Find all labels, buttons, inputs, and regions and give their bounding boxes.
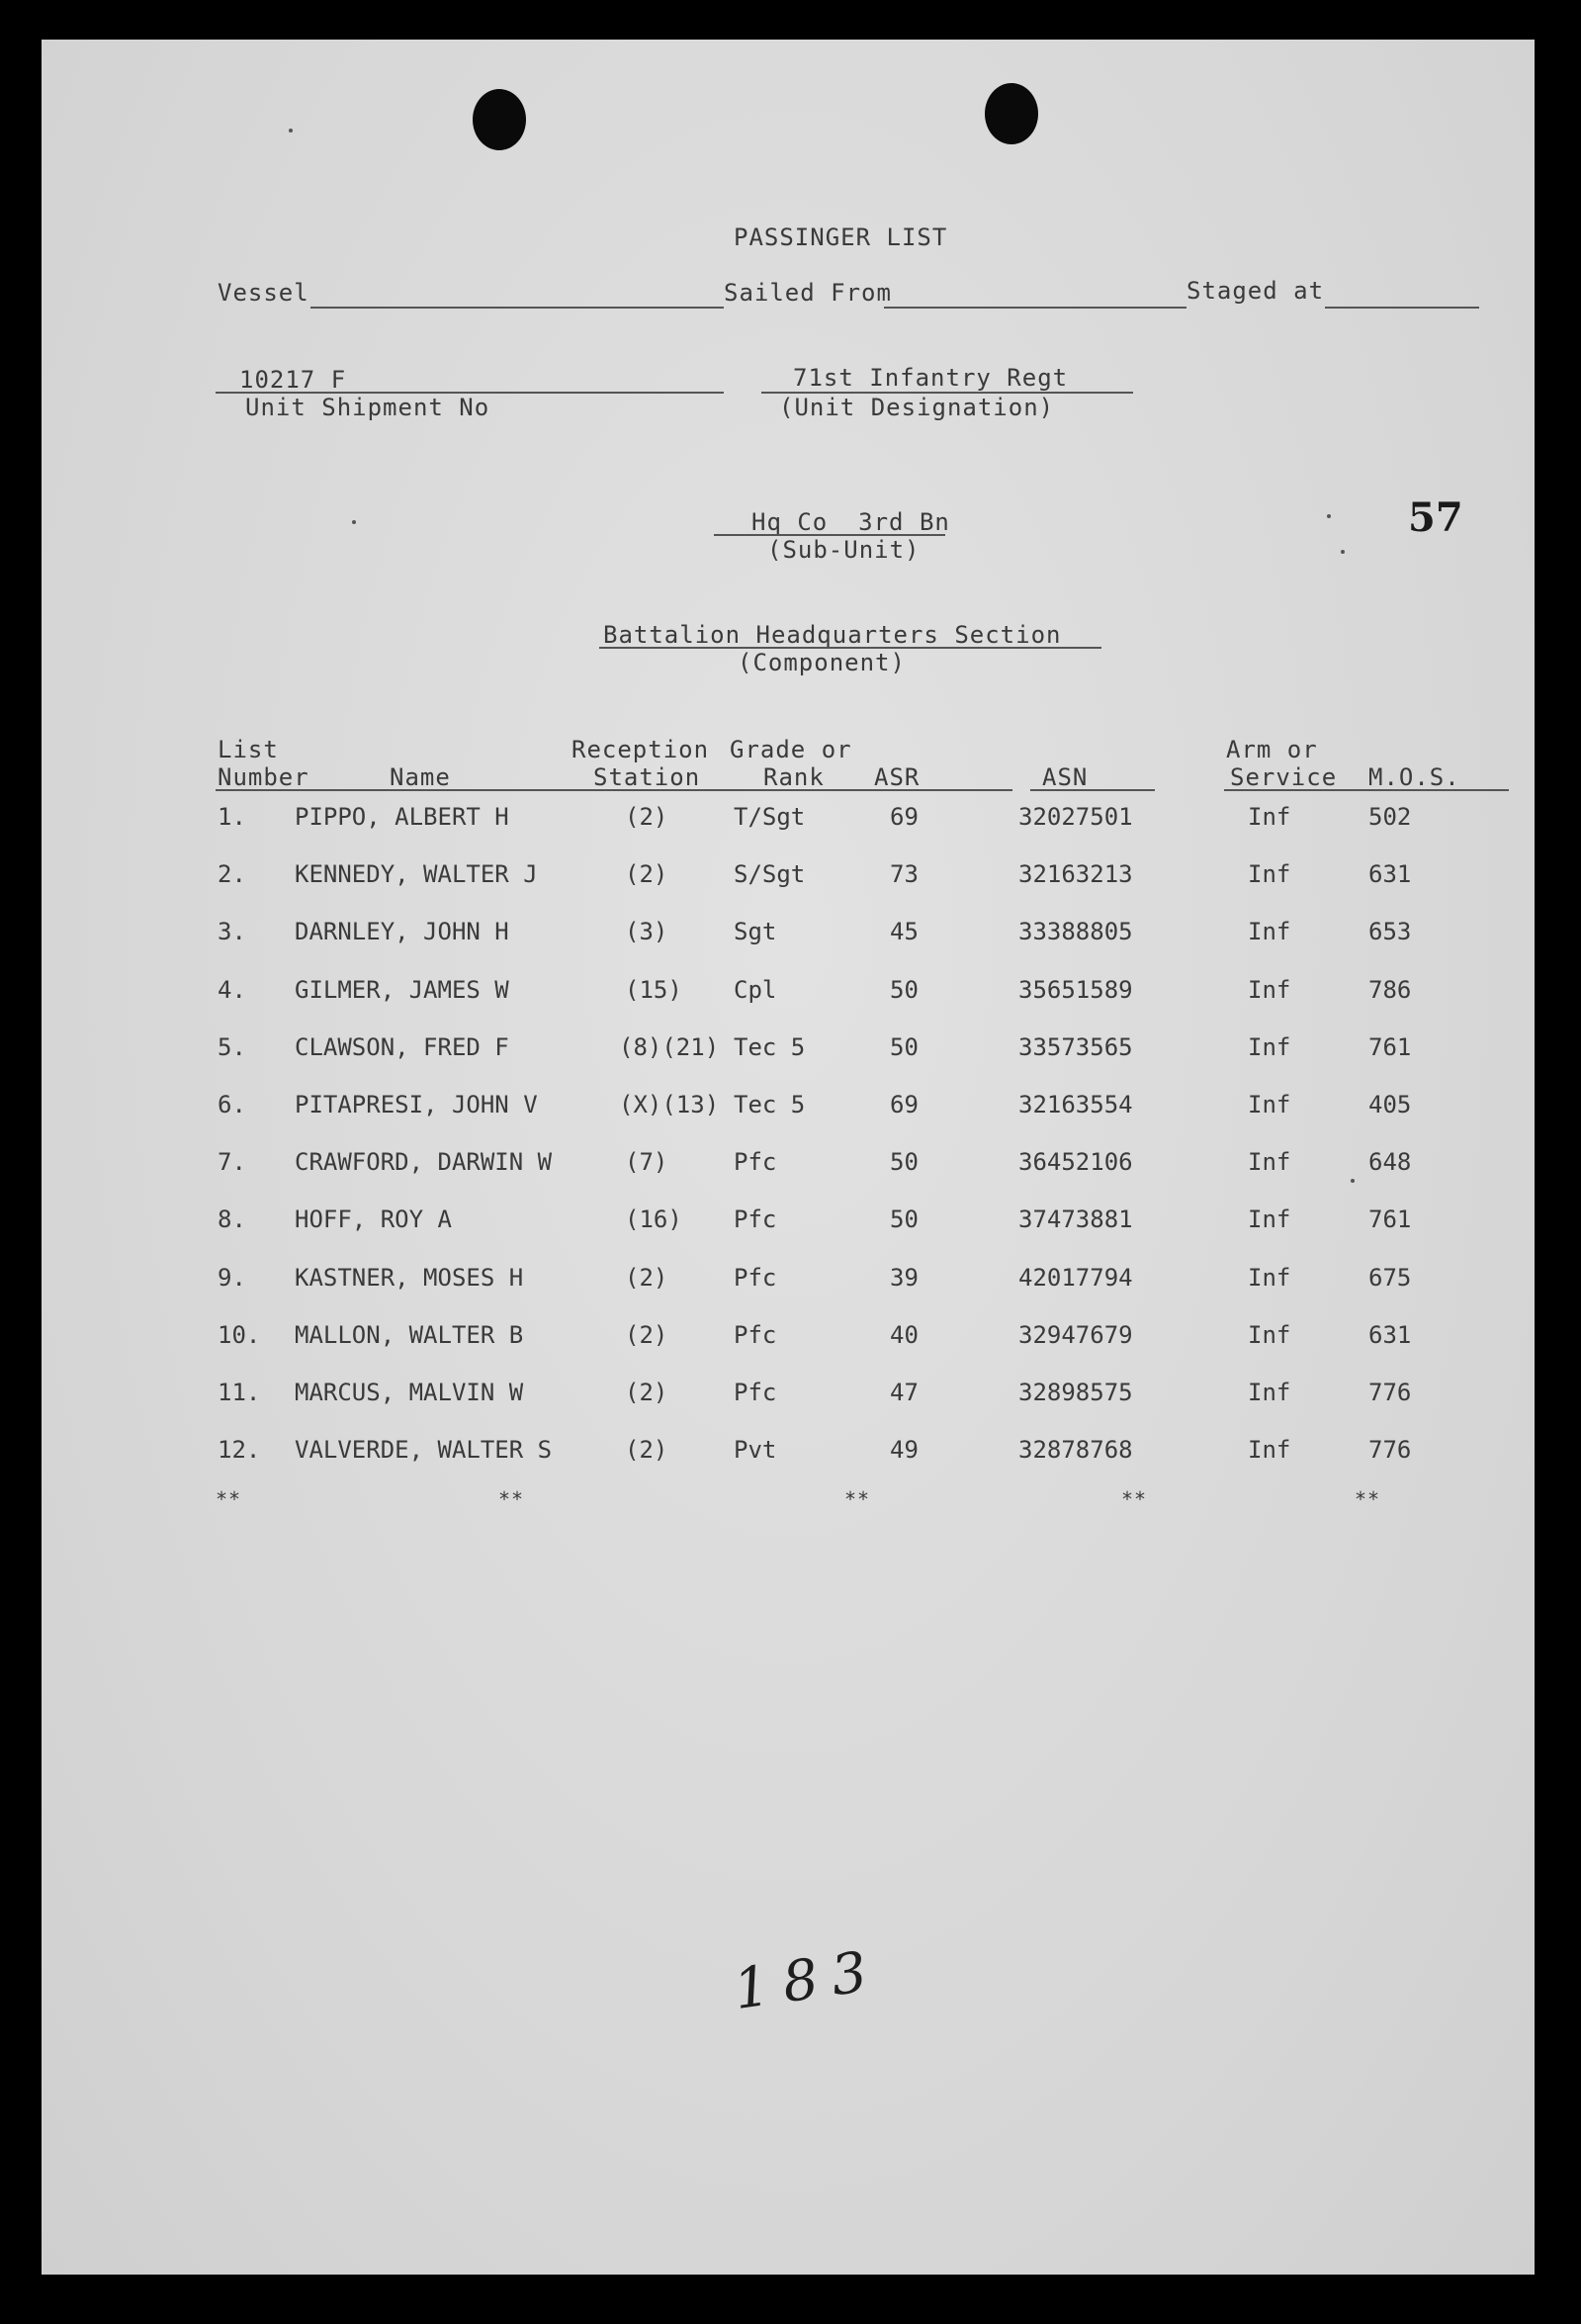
row-grade: T/Sgt — [734, 803, 806, 831]
row-grade: Pfc — [734, 1263, 777, 1292]
row-reception-station: (15) — [625, 975, 682, 1004]
row-asr: 50 — [890, 1148, 919, 1177]
row-mos: 776 — [1368, 1379, 1412, 1406]
row-grade: Pfc — [734, 1148, 777, 1177]
speck — [289, 129, 293, 133]
row-number: 12. — [218, 1436, 261, 1465]
row-name: DARNLEY, JOHN H — [295, 918, 509, 946]
sailed-from-blank — [884, 307, 1186, 309]
row-number: 2. — [218, 860, 246, 889]
row-arm: Inf — [1248, 1379, 1291, 1406]
row-arm: Inf — [1248, 975, 1291, 1004]
sub-unit-label: (Sub-Unit) — [767, 536, 921, 564]
row-asn: 32947679 — [1018, 1320, 1133, 1349]
row-asn: 33573565 — [1018, 1032, 1133, 1061]
row-mos: 631 — [1368, 1320, 1412, 1349]
row-arm: Inf — [1248, 1320, 1291, 1349]
row-asn: 32898575 — [1018, 1379, 1133, 1406]
header-underline-right — [1224, 789, 1509, 791]
row-name: CLAWSON, FRED F — [295, 1032, 509, 1061]
row-asr: 47 — [890, 1379, 919, 1406]
row-mos: 653 — [1368, 918, 1412, 946]
end-mark: ** — [498, 1487, 525, 1511]
speck — [352, 520, 356, 524]
page-number-stamp: 57 — [1408, 494, 1463, 541]
row-number: 7. — [218, 1148, 246, 1177]
row-name: KENNEDY, WALTER J — [295, 860, 538, 889]
row-mos: 405 — [1368, 1091, 1412, 1118]
row-asr: 69 — [890, 1091, 919, 1118]
row-name: HOFF, ROY A — [295, 1206, 452, 1234]
row-reception-station: (2) — [625, 1436, 668, 1465]
row-arm: Inf — [1248, 803, 1291, 831]
unit-designation-label: (Unit Designation) — [779, 394, 1055, 421]
row-asr: 45 — [890, 918, 919, 946]
document-page — [42, 40, 1535, 2275]
row-reception-station: (X)(13) — [619, 1091, 720, 1118]
row-arm: Inf — [1248, 860, 1291, 889]
unit-shipment-number: 10217 F — [239, 366, 347, 394]
header-grade: Grade or — [730, 736, 852, 763]
component: Battalion Headquarters Section — [603, 621, 1062, 649]
row-asn: 35651589 — [1018, 975, 1133, 1004]
header-asn: ASN — [1042, 763, 1089, 791]
row-name: MALLON, WALTER B — [295, 1320, 524, 1349]
row-name: GILMER, JAMES W — [295, 975, 509, 1004]
row-grade: Tec 5 — [734, 1032, 806, 1061]
row-number: 6. — [218, 1091, 246, 1118]
row-asn: 42017794 — [1018, 1263, 1133, 1292]
row-asr: 69 — [890, 803, 919, 831]
row-number: 9. — [218, 1263, 246, 1292]
header-underline-asn — [1030, 789, 1155, 791]
row-name: CRAWFORD, DARWIN W — [295, 1148, 553, 1177]
row-grade: Pfc — [734, 1379, 777, 1406]
row-number: 10. — [218, 1320, 261, 1349]
row-reception-station: (3) — [625, 918, 668, 946]
unit-designation: 71st Infantry Regt — [793, 364, 1069, 392]
row-grade: Pvt — [734, 1436, 777, 1465]
end-mark: ** — [216, 1487, 242, 1511]
row-asr: 40 — [890, 1320, 919, 1349]
row-arm: Inf — [1248, 1263, 1291, 1292]
vessel-blank — [310, 307, 724, 309]
header-name: Name — [390, 763, 451, 791]
row-reception-station: (2) — [625, 860, 668, 889]
row-name: KASTNER, MOSES H — [295, 1263, 524, 1292]
header-mos: M.O.S. — [1368, 763, 1460, 791]
vessel-label: Vessel — [218, 279, 309, 307]
row-grade: Sgt — [734, 918, 777, 946]
header-list-number: List — [218, 736, 279, 763]
document-title: PASSINGER LIST — [734, 223, 948, 251]
row-grade: Pfc — [734, 1206, 777, 1234]
row-asn: 32878768 — [1018, 1436, 1133, 1465]
row-asr: 50 — [890, 1206, 919, 1234]
end-mark: ** — [844, 1487, 871, 1511]
speck — [1351, 1179, 1355, 1183]
row-reception-station: (2) — [625, 1379, 668, 1406]
end-mark: ** — [1355, 1487, 1381, 1511]
speck — [1341, 550, 1345, 554]
row-grade: Tec 5 — [734, 1091, 806, 1118]
unit-shipment-label: Unit Shipment No — [245, 394, 490, 421]
row-arm: Inf — [1248, 1032, 1291, 1061]
sailed-from-label: Sailed From — [724, 279, 892, 307]
row-reception-station: (8)(21) — [619, 1032, 720, 1061]
header-rank: Rank — [763, 763, 825, 791]
row-grade: S/Sgt — [734, 860, 806, 889]
row-number: 3. — [218, 918, 246, 946]
row-arm: Inf — [1248, 1148, 1291, 1177]
speck — [1327, 514, 1331, 518]
row-reception-station: (2) — [625, 1320, 668, 1349]
row-mos: 502 — [1368, 803, 1412, 831]
row-number: 11. — [218, 1379, 261, 1406]
header-underline-left — [216, 789, 1012, 791]
row-asr: 50 — [890, 975, 919, 1004]
staged-at-blank — [1325, 307, 1479, 309]
row-mos: 648 — [1368, 1148, 1412, 1177]
row-asn: 32163213 — [1018, 860, 1133, 889]
header-asr: ASR — [874, 763, 921, 791]
row-mos: 631 — [1368, 860, 1412, 889]
row-name: PIPPO, ALBERT H — [295, 803, 509, 831]
row-arm: Inf — [1248, 1436, 1291, 1465]
row-arm: Inf — [1248, 1206, 1291, 1234]
row-grade: Pfc — [734, 1320, 777, 1349]
row-number: 4. — [218, 975, 246, 1004]
row-mos: 761 — [1368, 1032, 1412, 1061]
row-name: VALVERDE, WALTER S — [295, 1436, 553, 1465]
header-list-number-2: Number — [218, 763, 309, 791]
row-number: 8. — [218, 1206, 246, 1234]
row-asn: 36452106 — [1018, 1148, 1133, 1177]
row-asr: 49 — [890, 1436, 919, 1465]
row-mos: 675 — [1368, 1263, 1412, 1292]
staged-at-label: Staged at — [1186, 277, 1325, 305]
row-asn: 33388805 — [1018, 918, 1133, 946]
row-number: 1. — [218, 803, 246, 831]
row-name: PITAPRESI, JOHN V — [295, 1091, 538, 1118]
handwritten-page-number: 183 — [730, 1937, 885, 2023]
row-reception-station: (7) — [625, 1148, 668, 1177]
row-arm: Inf — [1248, 1091, 1291, 1118]
end-mark: ** — [1121, 1487, 1148, 1511]
row-mos: 786 — [1368, 975, 1412, 1004]
row-name: MARCUS, MALVIN W — [295, 1379, 524, 1406]
punch-hole — [473, 89, 526, 150]
row-asr: 39 — [890, 1263, 919, 1292]
row-reception-station: (16) — [625, 1206, 682, 1234]
component-label: (Component) — [738, 649, 906, 676]
row-mos: 776 — [1368, 1436, 1412, 1465]
row-reception-station: (2) — [625, 803, 668, 831]
row-grade: Cpl — [734, 975, 777, 1004]
header-service: Service — [1230, 763, 1338, 791]
row-number: 5. — [218, 1032, 246, 1061]
header-reception: Reception — [571, 736, 710, 763]
row-asn: 37473881 — [1018, 1206, 1133, 1234]
row-asr: 50 — [890, 1032, 919, 1061]
punch-hole — [985, 83, 1038, 144]
row-asr: 73 — [890, 860, 919, 889]
row-asn: 32027501 — [1018, 803, 1133, 831]
row-arm: Inf — [1248, 918, 1291, 946]
row-mos: 761 — [1368, 1206, 1412, 1234]
row-asn: 32163554 — [1018, 1091, 1133, 1118]
row-reception-station: (2) — [625, 1263, 668, 1292]
sub-unit: Hq Co 3rd Bn — [751, 508, 950, 536]
header-arm: Arm or — [1226, 736, 1318, 763]
header-station: Station — [593, 763, 701, 791]
